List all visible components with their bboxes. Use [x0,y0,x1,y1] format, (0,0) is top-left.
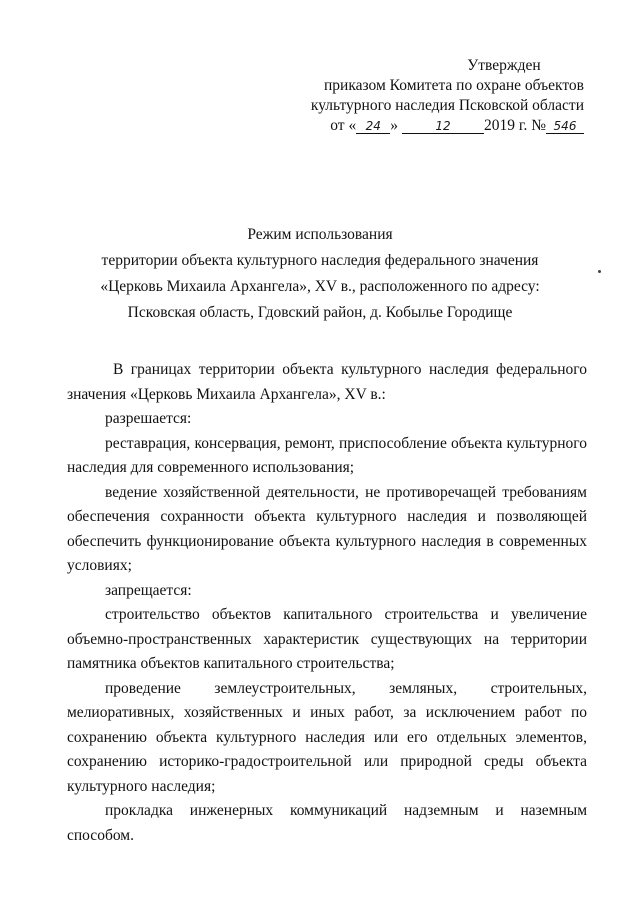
document-body [67,358,587,848]
allowed-item-1: реставрация, консервация, ремонт, приспособление объекта культурного наследия для современного использования; [67,434,587,476]
title-line-3: «Церковь Михаила Архангела», XV в., расположенного по адресу: [100,278,540,295]
handwritten-order-number: 546 [546,119,584,134]
handwritten-day: 24 [356,119,390,134]
approval-date-line [274,116,584,136]
forbidden-item-3: прокладка инженерных коммуникаций надземным и наземным способом. [67,802,587,844]
allowed-label: разрешается: [105,410,192,427]
title-line-2: территории объекта культурного наследия федерального значения [101,252,539,269]
approval-authority-line: культурного наследия Псковской области [310,97,584,114]
approval-heading: Утвержден [467,57,541,74]
approval-block [274,56,584,136]
title-line-1: Режим использования [247,226,393,243]
allowed-item-2: ведение хозяйственной деятельности, не противоречащей требованиям обеспечения сохранности объекта культурного наследия и позволяющей обеспечить функционирование объекта культурного наследия в современных условиях; [67,483,587,574]
date-year: 2019 г. № [483,117,546,134]
forbidden-item-1: строительство объектов капитального строительства и увеличение объемно-пространственных характеристик существующих на территории памятника объектов капитального строительства; [67,606,587,672]
document-title [60,222,580,326]
forbidden-item-2: проведение землеустроительных, земляных, строительных, мелиоративных, хозяйственных и иных работ, за исключением работ по сохранению объекта культурного наследия или его отдельных элементов, сохранению историко-градостроительной или природной среды объекта культурного наследия; [67,679,587,795]
approval-order-line: приказом Комитета по охране объектов [323,77,584,94]
date-mid: » [390,117,398,134]
intro-paragraph: В границах территории объекта культурного наследия федерального значения «Церковь Михаила Архангела», XV в.: [67,361,587,403]
forbidden-label: запрещается: [105,581,192,599]
title-line-4: Псковская область, Гдовский район, д. Кобылье Городище [127,304,513,321]
scan-speck [598,270,601,273]
date-prefix: от « [330,117,357,134]
handwritten-month: 12 [402,119,484,134]
